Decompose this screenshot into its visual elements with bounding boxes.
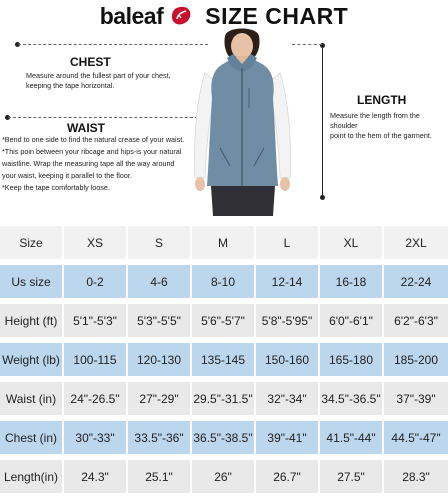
table-cell: 39"-41" [256,421,318,454]
brand-name: baleaf [99,2,164,29]
table-cell: 27"-29" [128,382,190,415]
table-cell: 135-145 [192,343,254,376]
size-chart-title: SIZE CHART [205,2,349,29]
row-label: Us size [0,265,62,298]
table-cell: 26" [192,460,254,493]
column-header: L [256,226,318,259]
vest-model-illustration [175,28,310,216]
table-header-row [0,226,448,261]
table-row [0,343,448,378]
table-cell: 4-6 [128,265,190,298]
table-cell: 8-10 [192,265,254,298]
table-cell: 27.5" [320,460,382,493]
column-header: XL [320,226,382,259]
table-cell: 37"-39" [384,382,448,415]
table-cell: 26.7" [256,460,318,493]
column-header: S [128,226,190,259]
waist-instruction-5: *Keep the tape comfortably loose. [2,183,110,192]
row-label: Chest (in) [0,421,62,454]
table-cell: 6'0"-6'1" [320,304,382,337]
table-cell: 150-160 [256,343,318,376]
row-label: Length(in) [0,460,62,493]
table-cell: 16-18 [320,265,382,298]
table-cell: 0-2 [64,265,126,298]
table-cell: 28.3" [384,460,448,493]
waist-instruction-4: your waist, keeping it parallel to the floor. [2,171,132,180]
table-cell: 120-130 [128,343,190,376]
waist-instruction-2: *This poin between your ribcage and hips-is your natural [2,147,182,156]
length-description: Measure the length from the shoulder point to the hem of the garment. [330,111,432,140]
table-cell: 22-24 [384,265,448,298]
table-cell: 36.5"-38.5" [192,421,254,454]
chest-description: Measure around the fullest part of your chest, keeping the tape horizontal. [26,71,171,90]
table-row [0,382,448,417]
chest-title: CHEST [70,55,111,69]
table-cell: 185-200 [384,343,448,376]
table-cell: 29.5"-31.5" [192,382,254,415]
table-cell: 5'3"-5'5" [128,304,190,337]
table-cell: 41.5"-44" [320,421,382,454]
table-row [0,421,448,456]
table-cell: 34.5"-36.5" [320,382,382,415]
waist-instruction-3: waistline. Wrap the measuring tape all the way around [2,159,175,168]
row-label: Waist (in) [0,382,62,415]
table-cell: 12-14 [256,265,318,298]
table-cell: 33.5"-36" [128,421,190,454]
row-label: Height (ft) [0,304,62,337]
column-header: 2XL [384,226,448,259]
length-title: LENGTH [357,93,407,107]
baleaf-logo-icon [169,4,193,28]
column-header: M [192,226,254,259]
table-cell: 44.5"-47" [384,421,448,454]
table-cell: 25.1" [128,460,190,493]
table-cell: 100-115 [64,343,126,376]
column-header: Size [0,226,62,259]
table-row [0,265,448,300]
length-measure-line [322,46,323,196]
table-cell: 32"-34" [256,382,318,415]
table-row [0,460,448,495]
table-cell: 24"-26.5" [64,382,126,415]
length-line-bottom-dot [320,195,325,200]
table-row [0,304,448,339]
table-cell: 5'6"-5'7" [192,304,254,337]
waist-instruction-1: *Bend to one side to find the natural crease of your waist. [2,135,185,144]
table-cell: 6'2"-6'3" [384,304,448,337]
row-label: Weight (lb) [0,343,62,376]
table-cell: 165-180 [320,343,382,376]
table-cell: 5'1"-5'3" [64,304,126,337]
table-cell: 5'8"-5'95" [256,304,318,337]
column-header: XS [64,226,126,259]
table-cell: 30"-33" [64,421,126,454]
waist-title: WAIST [67,121,105,135]
table-cell: 24.3" [64,460,126,493]
